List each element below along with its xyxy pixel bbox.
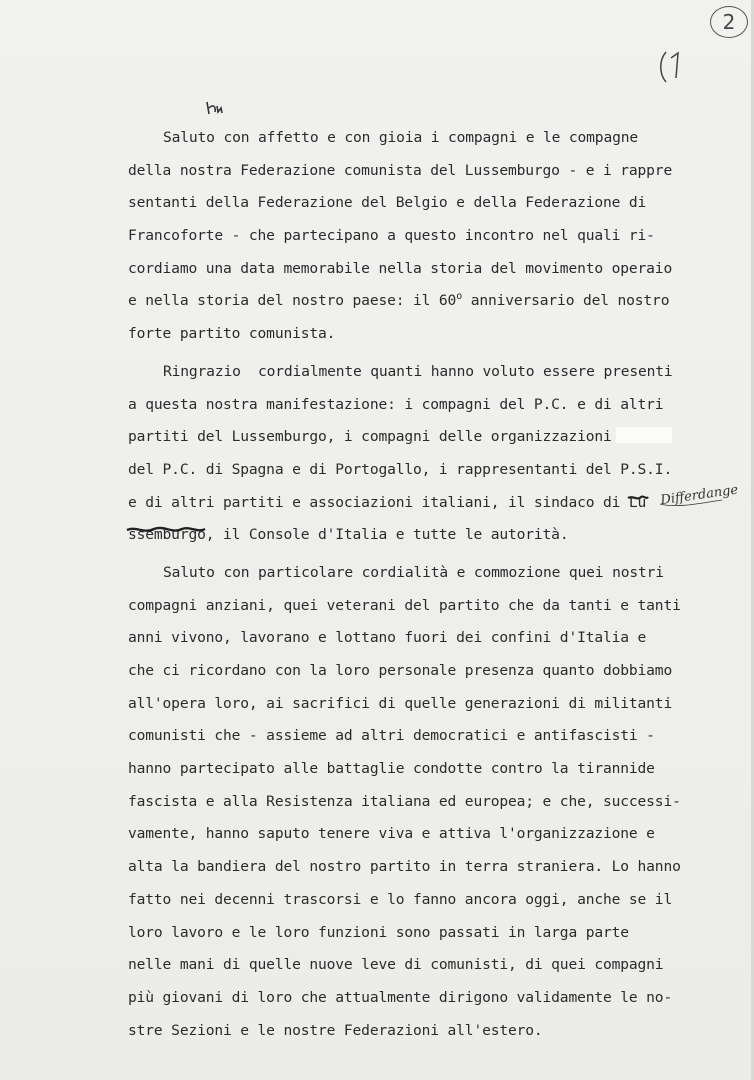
superscript-o: o xyxy=(456,291,463,303)
paragraph-1-line-2 xyxy=(128,155,713,188)
paragraph-3-line-15: stre Sezioni e le nostre Federazioni all'estero. xyxy=(128,1021,543,1039)
paragraph-1-line-1: Saluto con affetto e con gioia i compagni e le compagne xyxy=(163,129,638,146)
letter-body xyxy=(128,122,713,1047)
line-3-text: partiti del Lussemburgo, i compagni delle organizzazioni xyxy=(128,428,612,446)
paragraph-3-line-4: che ci ricordano con la loro personale presenza quanto dobbiamo xyxy=(128,662,673,679)
paragraph-1-line-7: forte partito comunista. xyxy=(128,325,336,343)
paragraph-3-line-10: alta la bandiera del nostro partito in terra straniera. Lo hanno xyxy=(128,858,681,876)
paragraph-3-line-13: nelle mani di quelle nuove leve di comunisti, di quei compagni xyxy=(128,956,664,974)
paragraph-2-line-3 xyxy=(128,421,713,454)
handwritten-insert-differdange xyxy=(656,474,740,514)
paragraph-2-line-5 xyxy=(128,487,713,520)
paragraph-3-line-6: comunisti che - assieme ad altri democratici e antifascisti - xyxy=(128,727,655,745)
paragraph-3-line-2: compagni anziani, quei veterani del partito che da tanti e tanti xyxy=(128,596,681,614)
paragraph-3-line-9: vamente, hanno saputo tenere viva e attiva l'organizzazione e xyxy=(128,825,655,843)
line-5-text: e di altri partiti e associazioni italiani, il sindaco di xyxy=(128,493,629,511)
svg-text:Differdange: Differdange xyxy=(659,482,740,509)
page-number: 2 xyxy=(710,6,748,38)
paragraph-1-line-6 xyxy=(128,285,713,318)
paragraph-2-line-4: del P.C. di Spagna e di Portogallo, i rappresentanti del P.S.I. xyxy=(128,460,673,478)
paragraph-2-line-1: Ringrazio cordialmente quanti hanno voluto essere presenti xyxy=(163,362,673,380)
paragraph-2-line-2: a questa nostra manifestazione: i compagni del P.C. e di altri xyxy=(128,395,664,413)
paragraph-3-line-14: più giovani di loro che attualmente dirigono validamente le no- xyxy=(128,988,673,1006)
paragraph-1-line-5: cordiamo una data memorabile nella storia del movimento operaio xyxy=(128,259,673,277)
correction-patch xyxy=(616,427,672,443)
struck-word-start: Lu xyxy=(628,493,647,511)
paragraph-3-line-1: Saluto con particolare cordialità e commozione quei nostri xyxy=(163,563,664,581)
line-6-tail: anniversario del nostro xyxy=(462,292,670,310)
struck-word-end: ssemburgo xyxy=(128,526,206,544)
paragraph-3-line-5: all'opera loro, ai sacrifici di quelle generazioni di militanti xyxy=(128,694,673,712)
paragraph-3-line-3: anni vivono, lavorano e lottano fuori dei confini d'Italia e xyxy=(128,629,647,647)
line-6-text: , il Console d'Italia e tutte le autorità. xyxy=(205,526,569,544)
sheet-mark-handwritten xyxy=(656,48,686,84)
paragraph-1-line-3: sentanti della Federazione del Belgio e della Federazione di xyxy=(128,194,647,212)
paragraph-3-line-12: loro lavoro e le loro funzioni sono passati in larga parte xyxy=(128,923,629,941)
paragraph-3-line-8: fascista e alla Resistenza italiana ed europea; e che, successi- xyxy=(128,792,681,810)
paragraph-3-line-7: hanno partecipato alle battaglie condotte contro la tirannide xyxy=(128,760,655,778)
line-6-text: e nella storia del nostro paese: il 60 xyxy=(128,292,457,310)
corner-scribble-icon xyxy=(204,98,226,118)
paragraph-3-line-11: fatto nei decenni trascorsi e lo fanno ancora oggi, anche se il xyxy=(128,890,673,908)
line-2-text: della nostra Federazione comunista del Lussemburgo - e i rappre xyxy=(128,161,673,179)
paragraph-2-line-6 xyxy=(128,519,713,552)
paragraph-1-line-4: Francoforte - che partecipano a questo incontro nel quali ri- xyxy=(128,227,655,245)
